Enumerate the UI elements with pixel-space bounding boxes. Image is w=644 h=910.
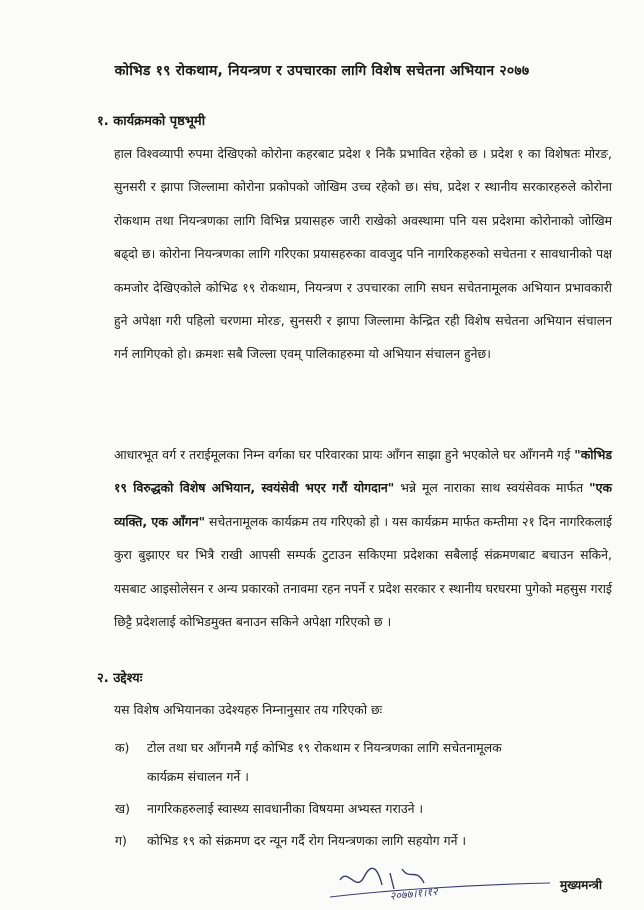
- objective-label: ख): [115, 801, 130, 816]
- campaign-slogan-2: "एक व्यक्ति, एक आँगन": [114, 480, 612, 529]
- objective-label: ग): [115, 833, 127, 848]
- signature-date: २०७७।१।१२: [388, 884, 439, 903]
- objective-text: कोभिड १९ को संक्रमण दर न्यून गर्दै रोग नियन्त्रणका लागि सहयोग गर्ने ।: [147, 833, 467, 848]
- paragraph-text-2: [114, 438, 612, 638]
- objective-item-continuation: कार्यक्रम संचालन गर्ने ।: [147, 769, 249, 784]
- section-heading-background: १. कार्यक्रमको पृष्ठभूमी: [97, 114, 206, 129]
- designation-stamp: मुख्यमन्त्री: [560, 878, 602, 892]
- objective-text: टोल तथा घर आँगनमै गई कोभिड १९ रोकथाम र नियन्त्रणका लागि सचेतनामूलक: [147, 740, 502, 755]
- para2-part1: आधारभूत वर्ग र तराईमूलका निम्न वर्गका घर परिवारका प्रायः आँगन साझा हुने भएकोले घर आँगनमै गई: [114, 447, 575, 462]
- paragraph-text: हाल विश्वव्यापी रुपमा देखिएको कोरोना कहरबाट प्रदेश १ निकै प्रभावित रहेको छ । प्रदेश १ का विशेषतः मोरङ, सुनसरी र झापा जिल्लामा कोरोना प्रकोपको जोखिम उच्च रहेको छ। संघ, प्रदेश र स्थानीय सरकारहरुले कोरोना रोकथाम तथा नियन्त्रणका लागि विभिन्न प्रयासहरु जारी राखेको अवस्थामा पनि यस प्रदेशमा कोरोनाको जोखिम बढ्दो छ। कोरोना नियन्त्रणका लागि गरिएका प्रयासहरुका वावजुद पनि नागरिकहरुको सचेतना र सावधानीको पक्ष कमजोर देखिएकोले कोभिढ १९ रोकथाम, नियन्त्रण र उपचारका लागि सघन सचेतनामूलक अभियान प्रभावकारी हुने अपेक्षा गरी पहिलो चरणमा मोरङ, सुनसरी र झापा जिल्लामा केन्द्रित रही विशेष सचेतना अभियान संचालन गर्न लागिएको हो। क्रमशः सबै जिल्ला एवम् पालिकाहरुमा यो अभियान संचालन हुनेछ।: [114, 146, 612, 362]
- background-paragraph-2: [114, 438, 612, 638]
- objective-text: नागरिकहरुलाई स्वास्थ्य सावधानीका विषयमा अभ्यस्त गराउने ।: [147, 801, 424, 816]
- objectives-intro: यस विशेष अभियानका उदेश्यहरु निम्नानुसार तय गरिएको छः: [114, 702, 383, 717]
- document-title: कोभिड १९ रोकथाम, नियन्त्रण र उपचारका लागि विशेष सचेतना अभियान २०७७: [114, 63, 530, 79]
- para2-part2: भन्ने मूल नाराका साथ स्वयंसेवक मार्फत: [394, 480, 590, 496]
- section-heading-objectives: २. उद्देश्यः: [97, 671, 143, 686]
- objective-label: क): [115, 740, 130, 755]
- background-paragraph-1: [114, 137, 612, 371]
- campaign-slogan: "कोभिड १९ विरुद्धको विशेष अभियान, स्वयंसेवी भएर गरौं योगदान": [114, 447, 612, 496]
- para2-part3: सचेतनामूलक कार्यक्रम तय गरिएको हो । यस कार्यक्रम मार्फत कम्तीमा २१ दिन नागरिकलाई कुरा बुझाएर घर भित्रै राखी आपसी सम्पर्क टुटाउन सकिएमा प्रदेशका सबैलाई संक्रमणबाट बचाउन सकिने, यसबाट आइसोलेसन र अन्य प्रकारको तनावमा रहन नपर्ने र प्रदेश सरकार र स्थानीय घरघरमा पुगेको महसुस गराई छिट्टै प्रदेशलाई कोभिडमुक्त बनाउन सकिने अपेक्षा गरिएको छ ।: [114, 513, 612, 630]
